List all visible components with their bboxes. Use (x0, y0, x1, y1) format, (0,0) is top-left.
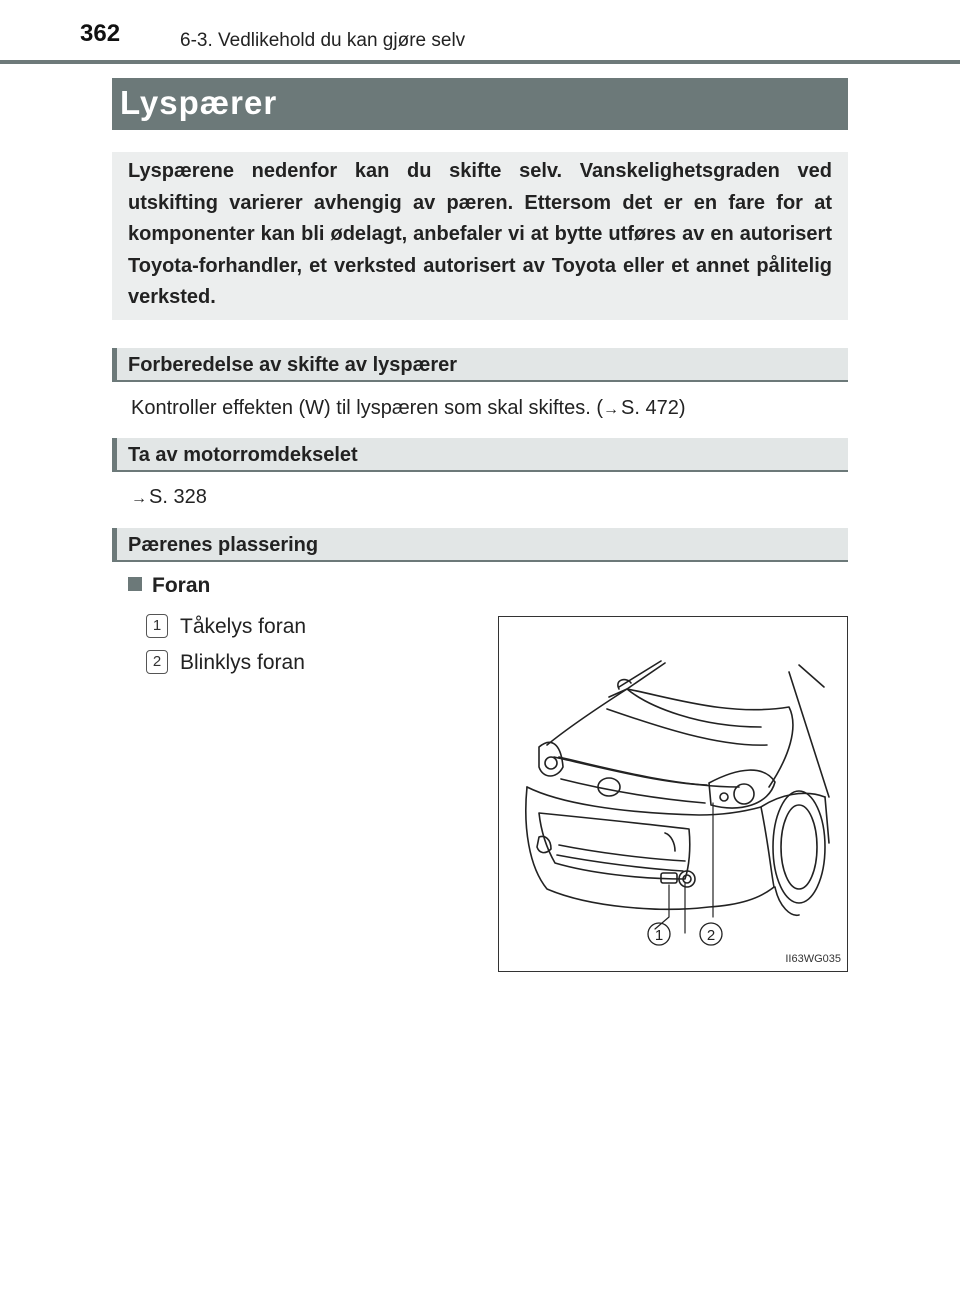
car-front-illustration-icon (499, 617, 846, 970)
callout-1: 1 (654, 927, 664, 944)
section-heading-label: Pærenes plassering (128, 534, 319, 556)
section-heading-label: Ta av motorromdekselet (128, 444, 358, 466)
callout-2: 2 (706, 927, 716, 944)
intro-text: Lyspærene nedenfor kan du skifte selv. Vanskelighetsgraden ved utskifting varierer avhengig av pæren. Ettersom det er en fare for at komponenter kan bli ødelagt, anbefaler vi at bytte utføres av en autorisert Toyota-forhandler, et verksted autorisert av Toyota eller et annet pålitelig verksted. (128, 160, 832, 308)
subsection-front (128, 574, 210, 598)
page-reference-link[interactable]: S. 328 (149, 486, 207, 508)
page-reference-link[interactable]: S. 472) (621, 397, 686, 419)
item-number-badge: 2 (146, 650, 168, 674)
list-item-fog-light (146, 614, 306, 639)
list-item-turn-signal (146, 650, 305, 675)
figure-code: II63WG035 (785, 953, 841, 965)
list-item-label: Tåkelys foran (180, 615, 307, 638)
reference-arrow-icon: → (131, 490, 147, 507)
running-header: 6-3. Vedlikehold du kan gjøre selv (180, 30, 466, 51)
item-number-badge: 1 (146, 614, 168, 638)
header-rule (0, 60, 960, 64)
page-title: Lyspærer (120, 84, 278, 121)
square-bullet-icon (128, 577, 142, 591)
section-heading-engine-cover (112, 438, 848, 472)
page-number: 362 (80, 20, 121, 47)
section-heading-bulb-locations (112, 528, 848, 562)
car-front-figure (498, 616, 848, 972)
subsection-title: Foran (152, 574, 211, 597)
intro-box (112, 152, 848, 320)
page-title-band (112, 78, 848, 130)
engine-cover-reference (131, 486, 207, 509)
list-item-label: Blinklys foran (180, 651, 305, 674)
section-heading-label: Forberedelse av skifte av lyspærer (128, 354, 458, 376)
preparation-text (131, 397, 685, 420)
section-heading-preparation (112, 348, 848, 382)
preparation-sentence: Kontroller effekten (W) til lyspæren som skal skiftes. ( (131, 397, 603, 419)
reference-arrow-icon: → (603, 401, 619, 418)
